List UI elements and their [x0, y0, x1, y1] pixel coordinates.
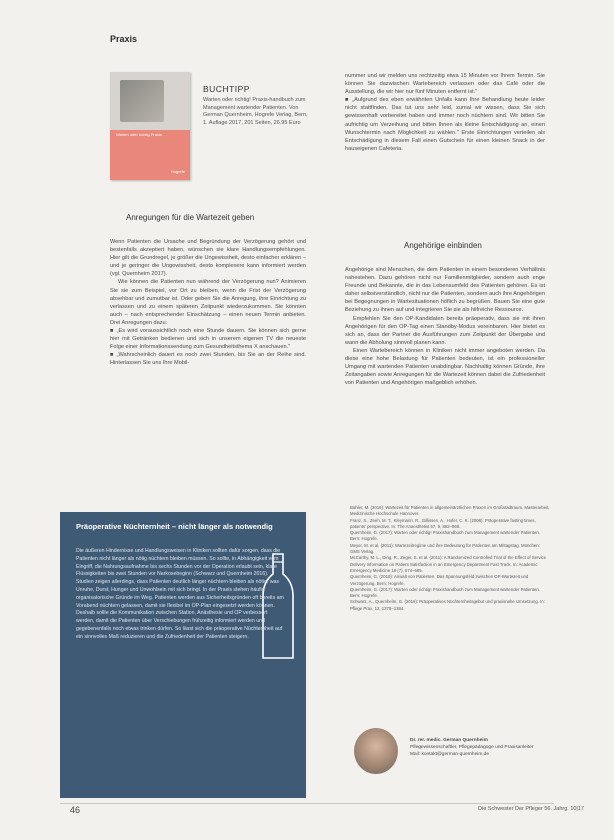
reference-item: Quernheim, G. (2017): Warten oder richtig! Praxishandbuch zum Management wartender Patienten. Bern: Hogrefe.: [350, 586, 540, 599]
journal-name: Die Schwester Der Pfleger 56. Jahrg. 10|17: [478, 806, 584, 812]
book-cover-photo: [120, 80, 164, 122]
page-number: 46: [70, 805, 81, 815]
author-info: [410, 738, 550, 758]
info-box-text: Die äußeren Hindernisse und Handlungsweisen in Kliniken sollten dafür sorgen, dass die Patienten nicht länger als nötig nüchtern bleiben müssen. So sollte, in Abhängigkeit vom Eingriff, die Nahrungsaufnahme bis sechs Stunden vor der Operation erlaubt sein, klare Flüssigkeiten bis zwei Stunden vor Narkosebeginn (Schwarz und Quernheim 2016). Studien zeigen allerdings, dass Patienten deutlich länger nüchtern bleiben als nötig, was Unruhe, Durst, Hunger und Unwohlsein mit sich bringt. In der Praxis stehen häufig organisatorische Gründe im Weg. Patienten werden aus Sicherheitsgründen oft bereits am Vorabend nüchtern gelassen, damit sie flexibel im OP-Plan eingesetzt werden können. Deshalb sollte die Kommunikation zwischen Station, Anästhesie und OP verbessert werden, damit die Patienten über Verschiebungen frühzeitig informiert werden und gegebenenfalls noch etwas trinken dürfen. So lässt sich die präoperative Nüchternheit auf ein sinnvolles Maß reduzieren und die Zufriedenheit der Patienten steigern.: [76, 548, 284, 640]
info-box-title: Präoperative Nüchternheit – nicht länger als notwendig: [76, 522, 273, 531]
author-line: Pflegewissenschaftler, Pflegepädagoge und Praxisanleiter: [410, 744, 534, 750]
right-column-bottom-text: [345, 266, 545, 387]
book-cover-image: [110, 72, 190, 180]
right-column-top-text: [345, 72, 545, 153]
reference-item: Schwarz, A., Quernheim, G. (2016): Präoperatives Nüchternheitsgebot und praxisnahe Umsetzung. In: Pflege Prax. 12, 1378–1384.: [350, 599, 545, 611]
author-email: Mail: kontakt@german-quernheim.de: [410, 751, 489, 757]
reference-item: Meyer, M. et al. (2011): Wartezeitregime und ihre Bedeutung für Patienten am Mittagstag. München: GMS Verlag.: [350, 542, 540, 555]
book-tip-heading: BUCHTIPP: [203, 84, 250, 94]
left-paragraph: ■ „Wahrscheinlich dauert es noch zwei Stunden, bis Sie an der Reihe sind. Hinterlassen Sie uns Ihre Mobil-: [110, 352, 306, 367]
reference-item: Quernheim, G. (2018): Anwalt von Patienten. Das Spannungsfeld zwischen OP-Wartezeit und Verzögerung. Bern: Hogrefe.: [350, 574, 529, 586]
book-tip: [203, 84, 313, 127]
right-paragraph: nummer und wir melden uns rechtzeitig etwa 15 Minuten vor Ihrem Termin. Sie können Sie dazwischen Wartebereich verlassen oder das Café oder die Ausstellung, die wir hier nur fünf Minuten entfernt ist.": [345, 73, 545, 96]
author-photo: [354, 728, 398, 774]
reference-item: Bühler, M. (2016): Wartezeit für Patienten in allgemeinärztlichen Praxen im Großstadtraum. Masterarbeit, Medizinische Hochschule Hannover.: [350, 505, 550, 517]
section-label: Praxis: [110, 34, 138, 44]
left-section-heading: Anregungen für die Wartezeit geben: [126, 213, 255, 222]
left-paragraph: ■ „Es wird voraussichtlich noch eine Stunde dauern. Sie können sich gerne hier mit Getränken bedienen und sich in unserem eigenen TV die neueste Folge einer Informationssendung zum Gesundheitsthema X anschauen.": [110, 328, 306, 351]
book-tip-text: Warten oder richtig! Praxis-handbuch zum Management wartender Patienten. Von German Quernheim, Hogrefe Verlag, Bern, 1. Auflage 2017, 201 Seiten, 26.95 Euro: [203, 97, 308, 126]
publisher-logo: Hogrefe: [170, 169, 185, 174]
right-section-heading: Angehörige einbinden: [404, 241, 482, 250]
left-paragraph: Wenn Patienten die Ursache und Begründung der Verzögerung gehört und bestenfalls akzeptiert haben, wünschen sie klare Handlungsempfehlungen. Hier gilt die Grundregel, je größer die Ungewissheit, desto einfacher erklären – und je geringer die Ungewissheit, desto komplexere kann informiert werden (vgl. Quernheim 2017).: [110, 239, 306, 278]
reference-item: Quernheim, G. (2017): Warten oder richtig! Praxishandbuch zum Management wartender Patienten. Bern: Hogrefe.: [350, 530, 540, 542]
author-name: Dr. rer. medic. German Quernheim: [410, 738, 488, 743]
left-paragraph: Wie können die Patienten nun während der Verzögerung nun? Animieren Sie sie zum Beispiel, vor Ort zu bleiben, wenn die Frist der Verzögerung absehbar und zumutbar ist. Oder geben Sie die Anregung, ihre Einrichtung zu verlassen und zu einem späteren Zeitpunkt wiederzukommen. Sie könnten auch – nach entsprechender Einschätzung – einen neuen Termin anbieten. Drei Anregungen dazu:: [110, 279, 306, 326]
footer-divider: [60, 803, 554, 804]
reference-item: Franz, S., Zeeh, M. T., Kleymann, R., Gillissen, A., Hofer, C. K. (2008): Präoperative fasting times, patients' perspective. In: The Anaesthetist 57, 9, 862–869.: [350, 517, 536, 529]
references-list: [350, 505, 550, 612]
reference-item: McCarthy, M. L., Ding, R., Zeger, S. et al. (2011): A Randomized Controlled Trial of the Effect of Service Delivery Information on Patient Satisfaction in an Emergency Department Fast Track. In: Academic Emergency Medicine 18 (7), 674–685.: [350, 555, 547, 573]
right-paragraph: ■ „Aufgrund des eben erwähnten Unfalls kann Ihre Behandlung heute leider nicht stattfinden. Das tut uns sehr leid, zumal wir wissen, dass Sie sich gewissenhaft vorbereitet haben und immer noch nüchtern sind. Wir bitten Sie aufrichtig um Verzeihung und bitten Ihnen als kleine Entschädigung an, einen Wunschtermin nach Möglichkeit zu wählen." Erste Einrichtungen verteilen als Entschädigung in diesem Fall einen Gutschein für einen kleinen Snack in der hauseigenen Cafeteria.: [345, 97, 545, 152]
right-paragraph: Empfehlen Sie den OP-Kandidaten bereits präoperativ, dass sie mit ihren Angehörigen für den OP-Tag einen Standby-Modus vereinbaren. Hier bietet es sich an, dass der Partner die Ausführungen zum Zeitpunkt der Übergabe und wann die Abholung sinnvoll planen kann.: [345, 315, 545, 346]
right-paragraph: Einen Wartebereich können in Kliniken nicht immer angeboten werden. Da diese eine hohe Belastung für Patienten bedeuten, ist ein professioneller Umgang mit wartenden Patienten unabdingbar. Nachhaltig können Gründe, ihre Zeitangaben sowie Anregungen für die Wartezeit können dabei die Zufriedenheit von Patienten und Angehörigen maßgeblich erhöhen.: [345, 347, 545, 387]
book-cover-title: Warten oder richtig Praxis: [116, 132, 162, 137]
right-paragraph: Angehörige sind Menschen, die dem Patienten in einem besonderen Verhältnis nahestehen. Dazu gehören nicht nur Familienmitglieder, sondern auch enge Freunde und Bekannte, die in das Lebensumfeld des Patienten gehören. Es ist daher selbstverständlich, nicht nur die Patienten, sondern auch ihre Angehörigen bei Begegnungen in Wartesituationen höflich zu begrüßen. Bauen Sie eine gute Beziehung zu ihnen auf und integrieren Sie sie als hilfreiche Ressource.: [345, 267, 545, 314]
left-column-text: [110, 238, 306, 368]
info-box: [60, 512, 306, 798]
